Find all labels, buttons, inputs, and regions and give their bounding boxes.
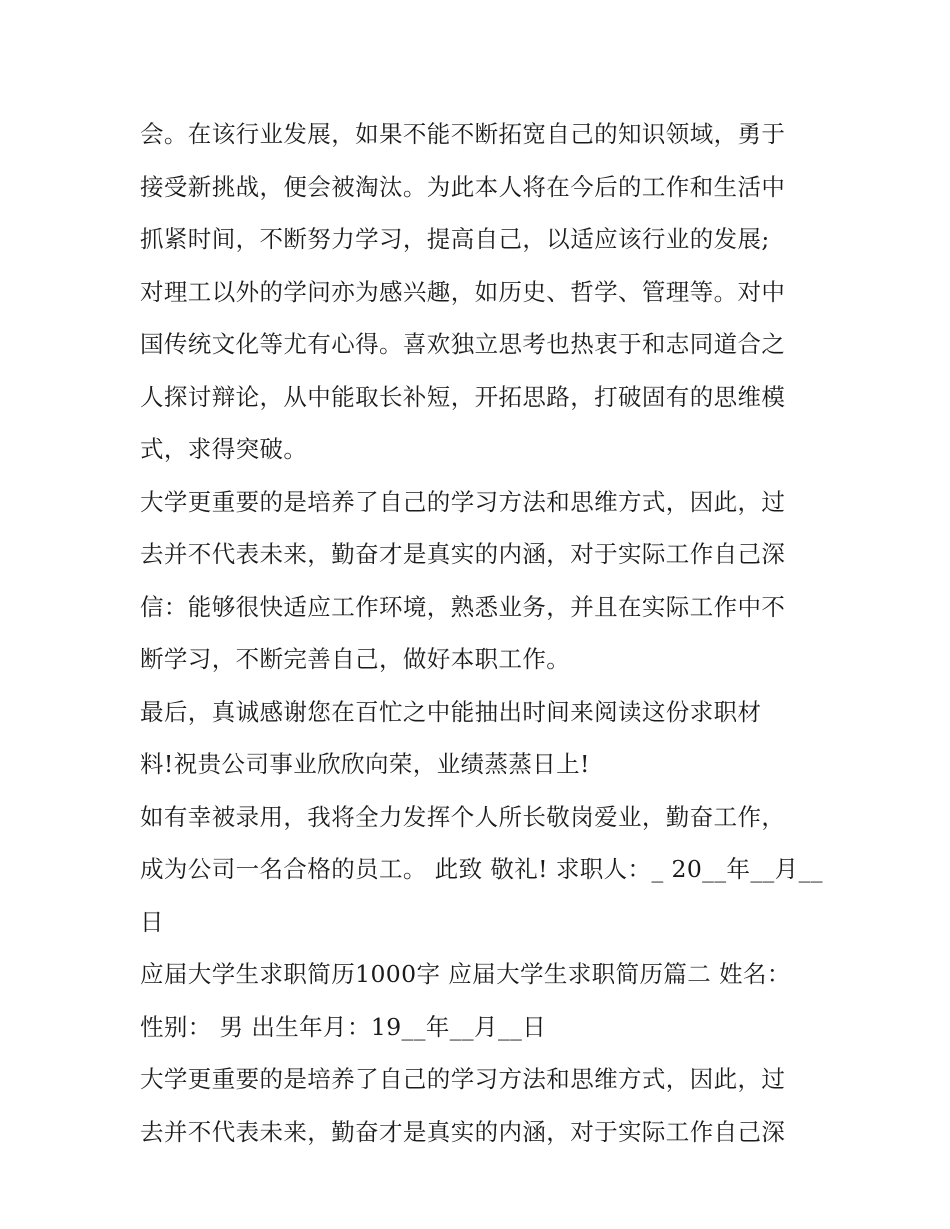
text-line: 国传统文化等尤有心得。喜欢独立思考也热衷于和志同道合之	[140, 330, 786, 358]
text-line: 信：能够很快适应工作环境，熟悉业务，并且在实际工作中不	[140, 592, 786, 621]
text-line: 性别： 男 出生年月：19__年__月__日	[140, 1012, 547, 1041]
text-line: 去并不代表未来，勤奋才是真实的内涵，对于实际工作自己深	[140, 1117, 786, 1146]
document-body	[140, 108, 830, 1158]
text-line: 料!祝贵公司事业欣欣向荣，业绩蒸蒸日上!	[140, 750, 590, 778]
text-line: 人探讨辩论，从中能取长补短，开拓思路，打破固有的思维模	[140, 382, 786, 411]
text-line: 大学更重要的是培养了自己的学习方法和思维方式，因此，过	[140, 1065, 786, 1093]
text-line: 会。在该行业发展，如果不能不断拓宽自己的知识领域，勇于	[140, 120, 786, 148]
text-line: 对理工以外的学问亦为感兴趣，如历史、哲学、管理等。对中	[140, 277, 786, 306]
text-line: 抓紧时间，不断努力学习，提高自己，以适应该行业的发展;	[140, 225, 770, 253]
text-line: 接受新挑战，便会被淘汰。为此本人将在今后的工作和生活中	[140, 172, 786, 201]
text-line: 最后，真诚感谢您在百忙之中能抽出时间来阅读这份求职材	[140, 697, 762, 726]
text-line: 式，求得突破。	[140, 435, 308, 463]
text-line: 成为公司一名合格的员工。 此致 敬礼! 求职人：_ 20__年__月__	[140, 855, 823, 883]
text-line: 应届大学生求职简历1000字 应届大学生求职简历篇二 姓名：	[140, 960, 791, 988]
text-line: 如有幸被录用，我将全力发挥个人所长敬岗爱业，勤奋工作，	[140, 802, 786, 831]
text-line: 断学习，不断完善自己，做好本职工作。	[140, 645, 571, 673]
text-line: 日	[140, 907, 164, 936]
text-line: 去并不代表未来，勤奋才是真实的内涵，对于实际工作自己深	[140, 540, 786, 568]
text-line: 大学更重要的是培养了自己的学习方法和思维方式，因此，过	[140, 487, 786, 516]
